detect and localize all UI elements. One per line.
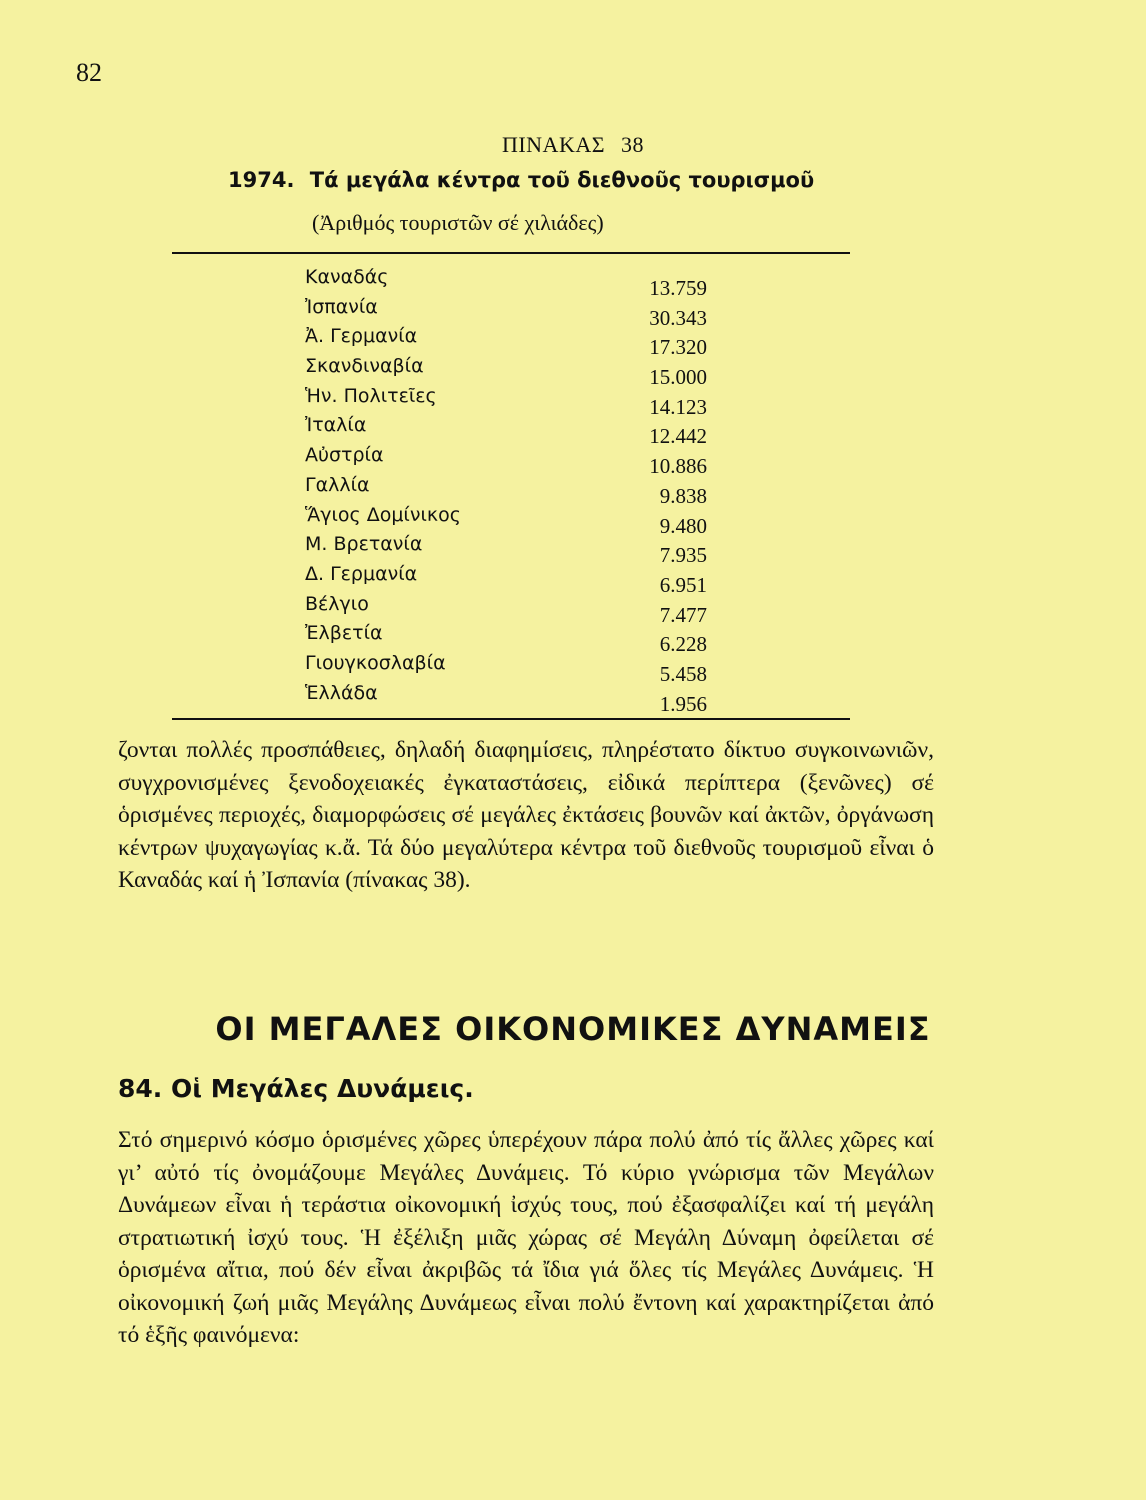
value-cell: 14.123 bbox=[649, 394, 707, 419]
section-heading: ΟΙ ΜΕΓΑΛΕΣ ΟΙΚΟΝΟΜΙΚΕΣ ΔΥΝΑΜΕΙΣ bbox=[215, 1010, 931, 1048]
value-cell: 17.320 bbox=[649, 335, 707, 360]
table-row bbox=[305, 414, 715, 449]
country-cell: Καναδάς bbox=[305, 266, 389, 288]
value-cell: 15.000 bbox=[649, 365, 707, 390]
page-number: 82 bbox=[76, 58, 102, 87]
table-row bbox=[305, 295, 715, 330]
table-row bbox=[305, 473, 715, 508]
table-row bbox=[305, 651, 715, 686]
table-heading-number: 38 bbox=[621, 132, 645, 157]
table-caption bbox=[228, 168, 814, 192]
value-cell: 6.228 bbox=[659, 632, 707, 657]
table-row bbox=[305, 503, 715, 538]
country-cell: Βέλγιο bbox=[305, 592, 369, 615]
value-cell: 5.458 bbox=[659, 661, 707, 686]
value-cell: 13.759 bbox=[649, 276, 707, 300]
table-row bbox=[305, 355, 715, 390]
value-cell: 7.477 bbox=[659, 602, 707, 627]
country-cell: Ἡν. Πολιτεῖες bbox=[305, 384, 437, 407]
country-cell: Ἐλβετία bbox=[305, 622, 383, 645]
table-heading-label: ΠΙΝΑΚΑΣ bbox=[501, 132, 606, 157]
value-cell: 9.838 bbox=[659, 483, 707, 508]
table-bottom-rule bbox=[172, 718, 850, 720]
country-cell: Ἅγιος Δομίνικος bbox=[305, 503, 461, 526]
table-row bbox=[305, 384, 715, 419]
value-cell: 1.956 bbox=[659, 691, 707, 716]
tourism-table bbox=[305, 266, 715, 716]
country-cell: Σκανδιναβία bbox=[305, 355, 424, 378]
value-cell: 12.442 bbox=[649, 424, 707, 449]
value-cell: 30.343 bbox=[649, 305, 707, 330]
table-row bbox=[305, 681, 715, 716]
table-row bbox=[305, 325, 715, 360]
country-cell: Μ. Βρετανία bbox=[305, 533, 423, 556]
table-row bbox=[305, 592, 715, 627]
value-cell: 10.886 bbox=[649, 454, 707, 479]
table-caption-year: 1974. bbox=[228, 168, 295, 192]
country-cell: Δ. Γερμανία bbox=[305, 562, 418, 585]
country-cell: Ἰταλία bbox=[305, 414, 367, 437]
table-subcaption: (Ἀριθμός τουριστῶν σέ χιλιάδες) bbox=[312, 210, 604, 235]
paragraph-tourism: ζονται πολλές προσπάθειες, δηλαδή διαφημίσεις, πληρέστατο δίκτυο συγκοινωνιῶν, συγχρονισμένες ξενοδοχειακές ἐγκαταστάσεις, εἰδικά περίπτερα (ξενῶνες) σέ ὁρισμένες περιοχές, διαμορφώσεις σέ μεγάλες ἐκτάσεις βουνῶν καί ἀκτῶν, ὀργάνωση κέντρων ψυχαγωγίας κ.ἄ. Τά δύο μεγαλύτερα κέντρα τοῦ διεθνοῦς τουρισμοῦ εἶναι ὁ Καναδάς καί ἡ Ἰσπανία (πίνακας 38). bbox=[118, 737, 934, 893]
table-row bbox=[305, 533, 715, 568]
value-cell: 6.951 bbox=[659, 572, 707, 597]
table-top-rule bbox=[172, 252, 850, 254]
country-cell: Ἑλλάδα bbox=[305, 681, 378, 704]
country-cell: Αὐστρία bbox=[305, 444, 384, 467]
value-cell: 9.480 bbox=[659, 513, 707, 538]
country-cell: Ἰσπανία bbox=[305, 295, 378, 318]
table-row bbox=[305, 266, 715, 300]
table-row bbox=[305, 562, 715, 597]
country-cell: Γαλλία bbox=[305, 473, 370, 496]
value-cell: 7.935 bbox=[659, 543, 707, 568]
paragraph-great-powers: Στό σημερινό κόσμο ὁρισμένες χῶρες ὑπερέχουν πάρα πολύ ἀπό τίς ἄλλες χῶρες καί γι’ αὐτό τίς ὀνομάζουμε Μεγάλες Δυνάμεις. Τό κύριο γνώρισμα τῶν Μεγάλων Δυνάμεων εἶναι ἡ τεράστια οἰκονομική ἰσχύς τους, πού ἐξασφαλίζει καί τή μεγάλη στρατιωτική ἰσχύ τους. Ἡ ἐξέλιξη μιᾶς χώρας σέ Μεγάλη Δύναμη ὀφείλεται σέ ὁρισμένα αἴτια, πού δέν εἶναι ἀκριβῶς τά ἴδια γιά ὅλες τίς Μεγάλες Δυνάμεις. Ἡ οἰκονομική ζωή μιᾶς Μεγάλης Δυνάμεως εἶναι πολύ ἔντονη καί χαρακτηρίζεται ἀπό τό ἑξῆς φαινόμενα: bbox=[118, 1127, 934, 1348]
table-row bbox=[305, 444, 715, 479]
subsection-heading: 84. Οἱ Μεγάλες Δυνάμεις. bbox=[118, 1074, 474, 1103]
table-heading bbox=[0, 132, 1146, 158]
table-caption-title: Τά μεγάλα κέντρα τοῦ διεθνοῦς τουρισμοῦ bbox=[309, 168, 815, 192]
country-cell: Ἀ. Γερμανία bbox=[305, 325, 418, 348]
table-row bbox=[305, 622, 715, 657]
country-cell: Γιουγκοσλαβία bbox=[305, 651, 446, 674]
